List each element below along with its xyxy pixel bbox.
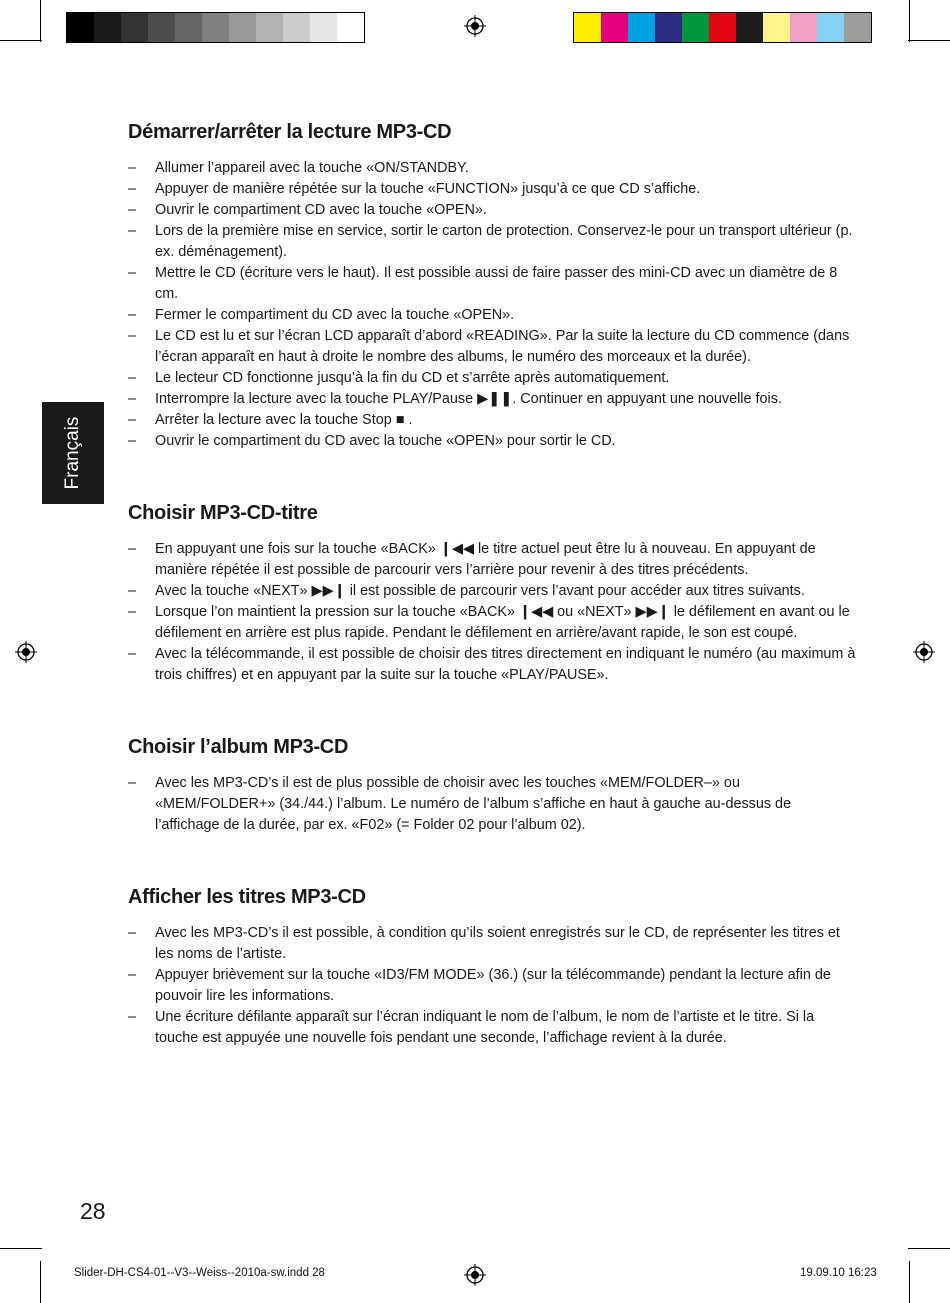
color-swatch (256, 13, 283, 42)
color-swatch (229, 13, 256, 42)
color-swatch (817, 13, 844, 42)
language-tab (42, 402, 104, 504)
color-swatch (682, 13, 709, 42)
list-item: – Appuyer de manière répétée sur la touche «FUNCTION» jusqu’à ce que CD s’affiche. (128, 179, 858, 200)
document-body (128, 118, 858, 1096)
color-swatch (574, 13, 601, 42)
list-item: – Lors de la première mise en service, sortir le carton de protection. Conservez-le pour un transport ultérieur (p. ex. déménagement). (128, 221, 858, 263)
list-item: – Le lecteur CD fonctionne jusqu’à la fin du CD et s’arrête après automatiquement. (128, 368, 858, 389)
crop-mark (40, 1261, 41, 1303)
list-item: – Allumer l’appareil avec la touche «ON/STANDBY. (128, 158, 858, 179)
crop-mark (0, 1248, 42, 1249)
list-item: – Ouvrir le compartiment CD avec la touche «OPEN». (128, 200, 858, 221)
process-color-bar (573, 12, 872, 43)
instruction-list (128, 158, 858, 452)
crop-mark (909, 1261, 910, 1303)
registration-mark-icon (464, 15, 486, 37)
list-item: – Arrêter la lecture avec la touche Stop ■ . (128, 410, 858, 431)
instruction-list (128, 773, 858, 836)
color-swatch (601, 13, 628, 42)
color-swatch (148, 13, 175, 42)
footer-file-slug: Slider-DH-CS4-01--V3--Weiss--2010a-sw.indd 28 (74, 1267, 325, 1279)
list-item: – Avec la télécommande, il est possible de choisir des titres directement en indiquant le numéro (au maximum à trois chiffres) et en appuyant par la suite sur la touche «PLAY/PAUSE». (128, 644, 858, 686)
list-item: – Appuyer brièvement sur la touche «ID3/FM MODE» (36.) (sur la télécommande) pendant la lecture afin de pouvoir lire les informations. (128, 965, 858, 1007)
color-swatch (736, 13, 763, 42)
registration-mark-icon (913, 641, 935, 663)
list-item: – Ouvrir le compartiment du CD avec la touche «OPEN» pour sortir le CD. (128, 431, 858, 452)
crop-mark (40, 0, 41, 42)
section-choose-title (128, 499, 858, 686)
color-swatch (655, 13, 682, 42)
section-heading: Afficher les titres MP3-CD (128, 886, 366, 908)
registration-mark-icon (15, 641, 37, 663)
section-show-titles (128, 883, 858, 1049)
section-start-stop (128, 118, 858, 452)
list-item: – Avec la touche «NEXT» ▶▶❙ il est possible de parcourir vers l’avant pour accéder aux titres suivants. (128, 581, 858, 602)
color-swatch (121, 13, 148, 42)
color-swatch (790, 13, 817, 42)
grayscale-color-bar (66, 12, 365, 43)
list-item: – Mettre le CD (écriture vers le haut). Il est possible aussi de faire passer des mini-CD avec un diamètre de 8 cm. (128, 263, 858, 305)
list-item: – En appuyant une fois sur la touche «BACK» ❙◀◀ le titre actuel peut être lu à nouveau. En appuyant de manière répétée il est possible de parcourir vers l’arrière pour revenir à des titres précédents. (128, 539, 858, 581)
list-item: – Lorsque l’on maintient la pression sur la touche «BACK» ❙◀◀ ou «NEXT» ▶▶❙ le défilement en avant ou le défilement en arrière est plus rapide. Pendant le défilement en arrière/avant rapide, le son est coupé. (128, 602, 858, 644)
section-heading: Démarrer/arrêter la lecture MP3-CD (128, 121, 452, 143)
instruction-list (128, 923, 858, 1049)
instruction-list (128, 539, 858, 686)
crop-mark (0, 40, 42, 41)
color-swatch (175, 13, 202, 42)
section-choose-album (128, 733, 858, 836)
list-item: – Interrompre la lecture avec la touche PLAY/Pause ▶❚❚. Continuer en appuyant une nouvelle fois. (128, 389, 858, 410)
color-swatch (310, 13, 337, 42)
list-item: – Avec les MP3-CD’s il est de plus possible de choisir avec les touches «MEM/FOLDER–» ou «MEM/FOLDER+» (34./44.) l’album. Le numéro de l’album s’affiche en haut à gauche au-dessus de l’affichage de la durée, par ex. «F02» (= Folder 02 pour l’album 02). (128, 773, 858, 836)
color-swatch (844, 13, 871, 42)
registration-mark-icon (464, 1264, 486, 1286)
color-swatch (628, 13, 655, 42)
list-item: – Le CD est lu et sur l’écran LCD apparaît d’abord «READING». Par la suite la lecture du CD commence (dans l’écran apparaît en haut à droite le nombre des albums, le numéro des morceaux et la durée). (128, 326, 858, 368)
color-swatch (763, 13, 790, 42)
section-heading: Choisir MP3-CD-titre (128, 502, 318, 524)
list-item: – Avec les MP3-CD’s il est possible, à condition qu’ils soient enregistrés sur le CD, de représenter les titres et les noms de l’artiste. (128, 923, 858, 965)
color-swatch (202, 13, 229, 42)
color-swatch (337, 13, 364, 42)
color-swatch (67, 13, 94, 42)
crop-mark (908, 1248, 950, 1249)
language-label: Français (62, 416, 83, 490)
footer-date: 19.09.10 16:23 (800, 1267, 877, 1279)
color-swatch (94, 13, 121, 42)
list-item: – Fermer le compartiment du CD avec la touche «OPEN». (128, 305, 858, 326)
crop-mark (908, 40, 950, 41)
section-heading: Choisir l’album MP3-CD (128, 736, 349, 758)
list-item: – Une écriture défilante apparaît sur l’écran indiquant le nom de l’album, le nom de l’artiste et le titre. Si la touche est appuyée une nouvelle fois pendant une seconde, l’affichage revient à la durée. (128, 1007, 858, 1049)
crop-mark (909, 0, 910, 42)
color-swatch (709, 13, 736, 42)
page-number: 28 (80, 1198, 106, 1224)
color-swatch (283, 13, 310, 42)
